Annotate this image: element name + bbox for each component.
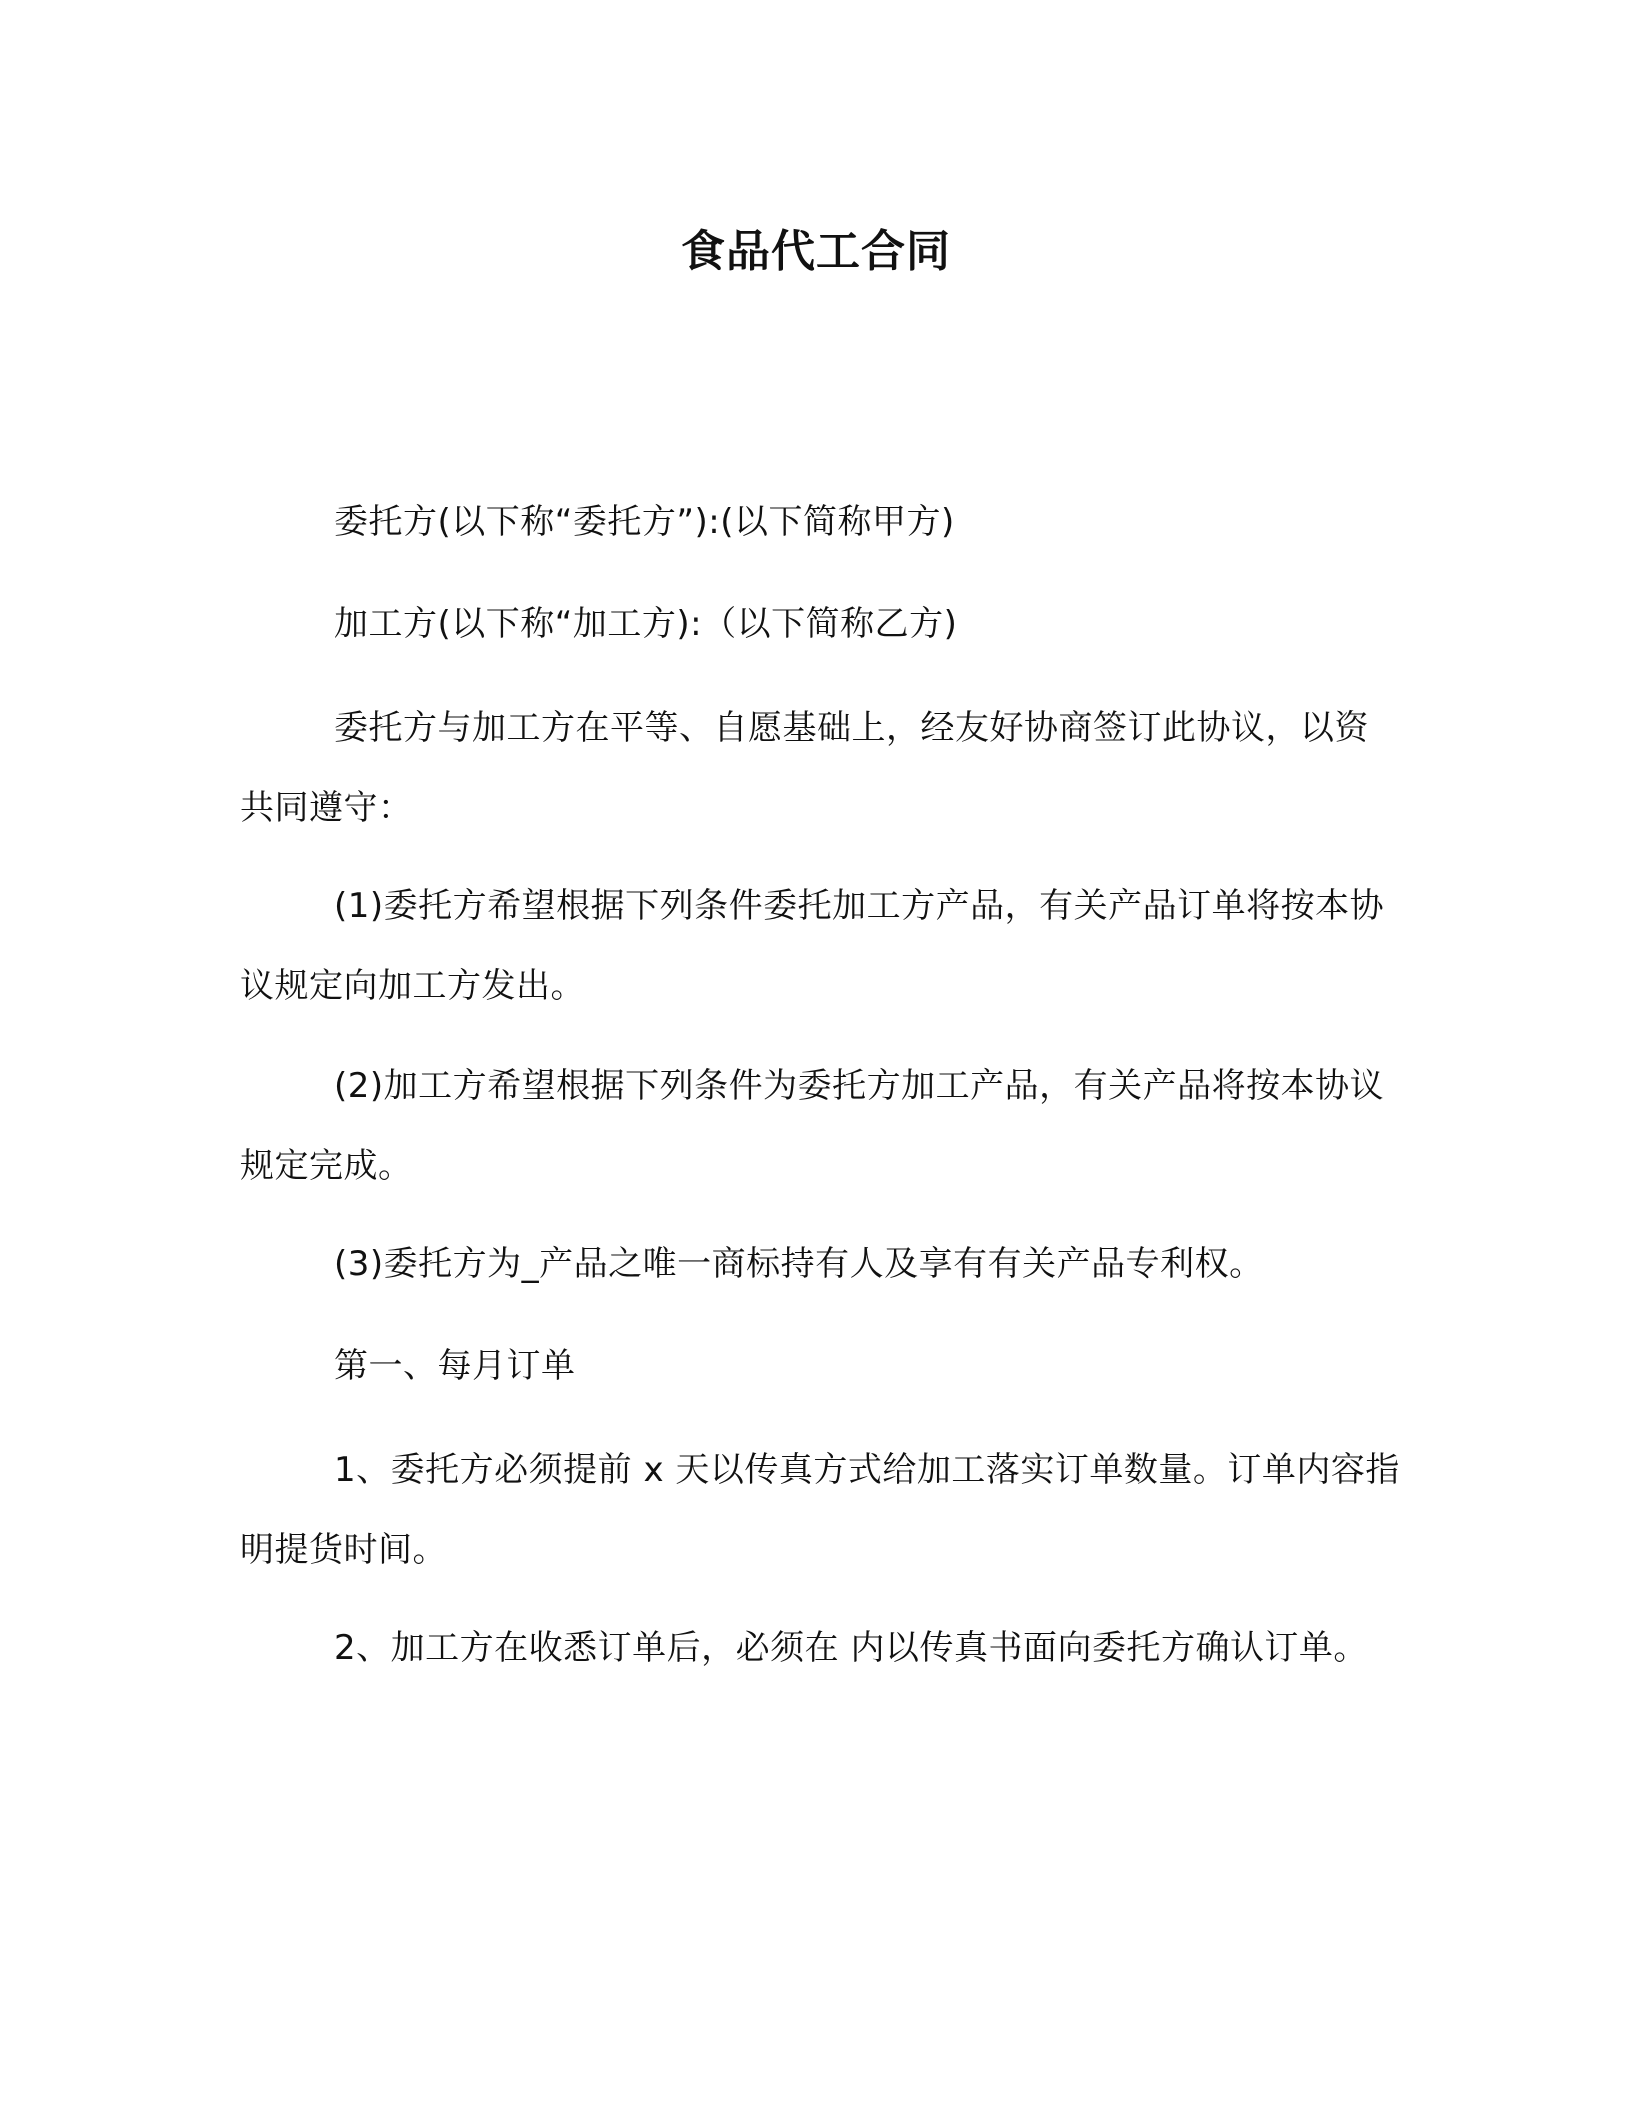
paragraph-item-3: (3)委托方为_产品之唯一商标持有人及享有有关产品专利权。 bbox=[334, 1244, 1264, 1284]
paragraph-entrusting-party: 委托方(以下称“委托方”):(以下简称甲方) bbox=[334, 502, 955, 542]
paragraph-agreement-intro: 委托方与加工方在平等、自愿基础上，经友好协商签订此协议，以资共同遵守： bbox=[240, 708, 1369, 828]
paragraph-item-1: (1)委托方希望根据下列条件委托加工方产品，有关产品订单将按本协议规定向加工方发出。 bbox=[240, 886, 1385, 1006]
section-heading-monthly-order: 第一、每月订单 bbox=[334, 1346, 576, 1386]
paragraph-clause-2: 2、加工方在收悉订单后，必须在 内以传真书面向委托方确认订单。 bbox=[334, 1628, 1368, 1668]
document-title: 食品代工合同 bbox=[681, 226, 951, 277]
paragraph-clause-1: 1、委托方必须提前 x 天以传真方式给加工落实订单数量。订单内容指明提货时间。 bbox=[240, 1450, 1400, 1570]
paragraph-item-2: (2)加工方希望根据下列条件为委托方加工产品，有关产品将按本协议规定完成。 bbox=[240, 1066, 1385, 1186]
paragraph-processing-party: 加工方(以下称“加工方):（以下简称乙方) bbox=[334, 604, 958, 644]
